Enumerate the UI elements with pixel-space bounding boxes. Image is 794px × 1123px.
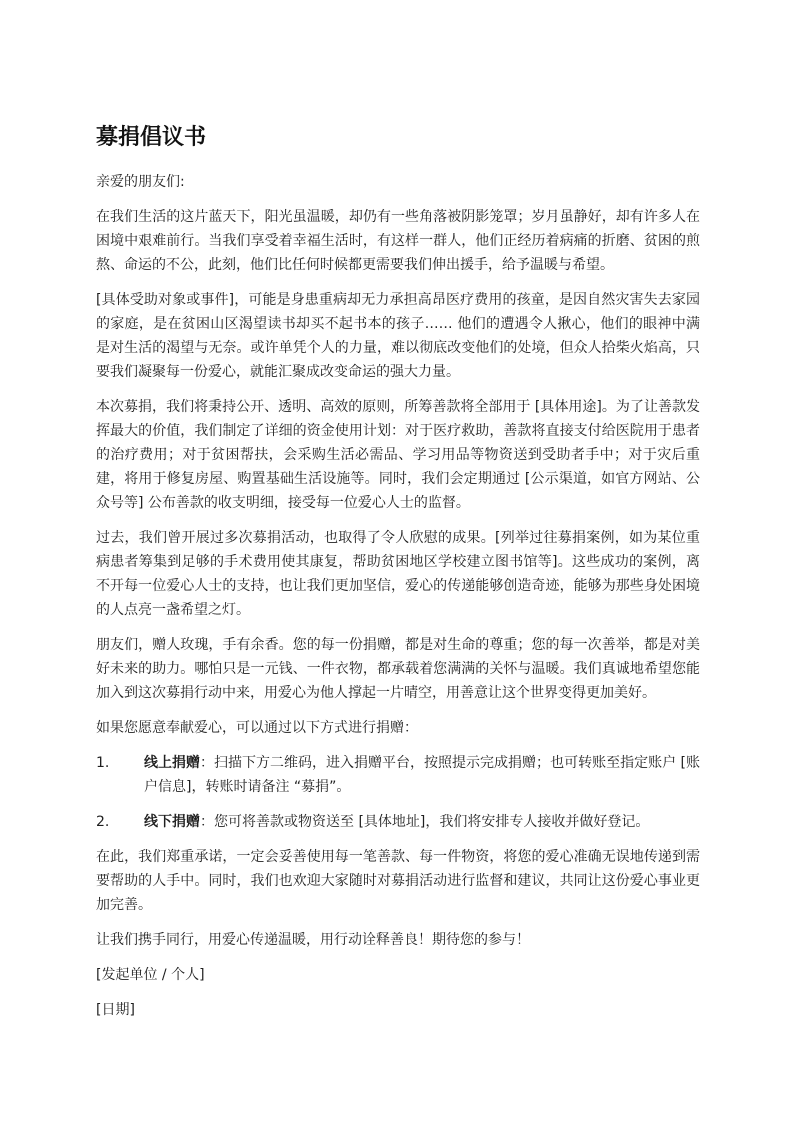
list-item-body	[144, 751, 700, 799]
signature: [发起单位 / 个人]	[96, 967, 205, 983]
list-item-body	[144, 810, 700, 834]
greeting: 亲爱的朋友们:	[96, 174, 185, 190]
document-title: 募捐倡议书	[96, 125, 207, 150]
donation-method-offline	[96, 810, 700, 834]
list-item-text: ：您可将善款或物资送至 [具体地址]，我们将安排专人接收并做好登记。	[200, 814, 650, 830]
paragraph-beneficiaries: [具体受助对象或事件]，可能是身患重病却无力承担高昂医疗费用的孩童，是因自然灾害失去家园的家庭，是在贫困山区渴望读书却买不起书本的孩子…… 他们的遭遇令人揪心，他们的眼神中满是对生活的渴望与无奈。或许单凭个人的力量，难以彻底改变他们的处境，但众人拾柴火焰高，只要我们凝聚每一份爱心，就能汇聚成改变命运的强大力量。	[96, 292, 700, 380]
paragraph-call-to-action: 让我们携手同行，用爱心传递温暖，用行动诠释善良！期待您的参与！	[96, 932, 530, 948]
paragraph-past-results: 过去，我们曾开展过多次募捐活动，也取得了令人欣慰的成果。[列举过往募捐案例，如为某位重病患者筹集到足够的手术费用使其康复，帮助贫困地区学校建立图书馆等]。这些成功的案例，离不开每一位爱心人士的支持，也让我们更加坚信，爱心的传递能够创造奇迹，能够为那些身处困境的人点亮一盏希望之灯。	[96, 530, 700, 618]
list-item-label: 线上捐赠	[144, 755, 201, 771]
paragraph-intro: 在我们生活的这片蓝天下，阳光虽温暖，却仍有一些角落被阴影笼罩；岁月虽静好，却有许多人在困境中艰难前行。当我们享受着幸福生活时，有这样一群人，他们正经历着病痛的折磨、贫困的煎熬、命运的不公，此刻，他们比任何时候都更需要我们伸出援手，给予温暖与希望。	[96, 209, 700, 273]
document-page	[96, 122, 700, 1033]
list-item-text: ：扫描下方二维码，进入捐赠平台，按照提示完成捐赠；也可转账至指定账户 [账户信息]，转账时请备注 “募捐”。	[144, 755, 700, 795]
paragraph-commitment: 在此，我们郑重承诺，一定会妥善使用每一笔善款、每一件物资，将您的爱心准确无误地传递到需要帮助的人手中。同时，我们也欢迎大家随时对募捐活动进行监督和建议，共同让这份爱心事业更加完善。	[96, 849, 700, 913]
list-item-label: 线下捐赠	[144, 814, 200, 830]
date: [日期]	[96, 1002, 135, 1018]
donation-method-online	[96, 751, 700, 799]
list-number: 1.	[96, 755, 110, 771]
paragraph-donation-intro: 如果您愿意奉献爱心，可以通过以下方式进行捐赠：	[96, 720, 418, 736]
paragraph-fund-usage: 本次募捐，我们将秉持公开、透明、高效的原则，所筹善款将全部用于 [具体用途]。为了让善款发挥最大的价值，我们制定了详细的资金使用计划：对于医疗救助，善款将直接支付给医院用于患者的治疗费用；对于贫困帮扶，会采购生活必需品、学习用品等物资送到受助者手中；对于灾后重建，将用于修复房屋、购置基础生活设施等。同时，我们会定期通过 [公示渠道，如官方网站、公众号等] 公布善款的收支明细，接受每一位爱心人士的监督。	[96, 399, 700, 511]
list-number: 2.	[96, 814, 110, 830]
paragraph-appeal: 朋友们，赠人玫瑰，手有余香。您的每一份捐赠，都是对生命的尊重；您的每一次善举，都是对美好未来的助力。哪怕只是一元钱、一件衣物，都承载着您满满的关怀与温暖。我们真诚地希望您能加入到这次募捐行动中来，用爱心为他人撑起一片晴空，用善意让这个世界变得更加美好。	[96, 637, 700, 701]
